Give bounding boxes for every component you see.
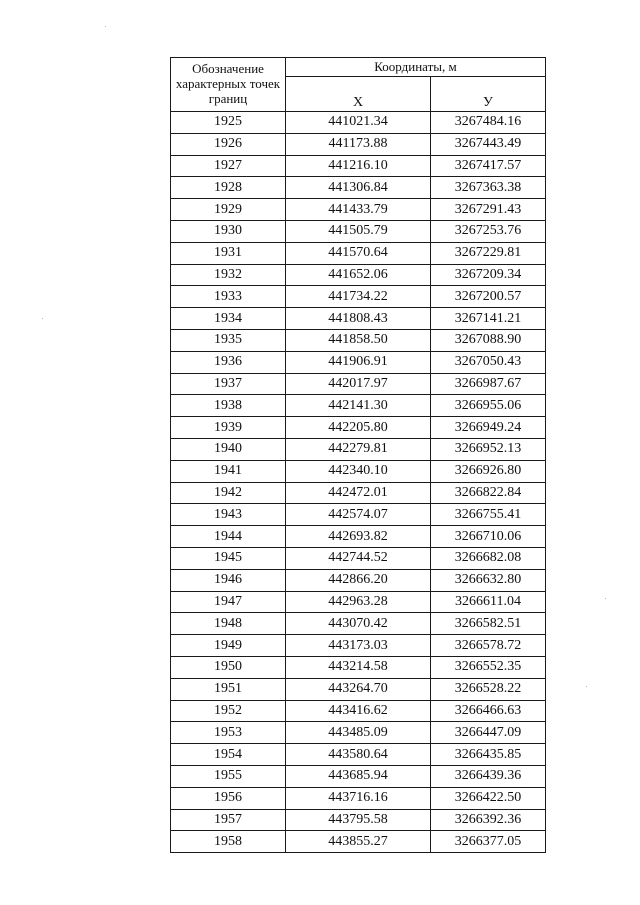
designation-header: Обозначение характерных точек границ (171, 58, 286, 112)
y-coordinate-cell: 3266392.36 (431, 809, 546, 831)
point-number-cell: 1938 (171, 395, 286, 417)
x-coordinate-cell: 442693.82 (286, 526, 431, 548)
x-coordinate-cell: 441306.84 (286, 177, 431, 199)
table-row (171, 547, 546, 569)
point-number-cell: 1940 (171, 438, 286, 460)
y-coordinate-cell: 3267200.57 (431, 286, 546, 308)
table-row (171, 155, 546, 177)
y-coordinate-cell: 3267141.21 (431, 308, 546, 330)
point-number-cell: 1931 (171, 242, 286, 264)
coordinates-table (170, 57, 546, 853)
y-coordinate-cell: 3266710.06 (431, 526, 546, 548)
table-row (171, 504, 546, 526)
table-row (171, 220, 546, 242)
x-coordinate-cell: 441433.79 (286, 199, 431, 221)
table-row (171, 177, 546, 199)
y-coordinate-cell: 3266439.36 (431, 765, 546, 787)
table-row (171, 373, 546, 395)
y-coordinate-cell: 3266422.50 (431, 787, 546, 809)
x-coordinate-cell: 442279.81 (286, 438, 431, 460)
point-number-cell: 1930 (171, 220, 286, 242)
point-number-cell: 1934 (171, 308, 286, 330)
y-coordinate-cell: 3266528.22 (431, 678, 546, 700)
point-number-cell: 1950 (171, 656, 286, 678)
point-number-cell: 1954 (171, 744, 286, 766)
point-number-cell: 1925 (171, 112, 286, 134)
table-row (171, 613, 546, 635)
x-coordinate-cell: 441021.34 (286, 112, 431, 134)
table-row (171, 460, 546, 482)
table-row (171, 656, 546, 678)
x-column-header: Х (286, 77, 431, 112)
y-coordinate-cell: 3266578.72 (431, 635, 546, 657)
y-coordinate-cell: 3267484.16 (431, 112, 546, 134)
y-coordinate-cell: 3267229.81 (431, 242, 546, 264)
point-number-cell: 1929 (171, 199, 286, 221)
point-number-cell: 1956 (171, 787, 286, 809)
y-coordinate-cell: 3266926.80 (431, 460, 546, 482)
point-number-cell: 1948 (171, 613, 286, 635)
point-number-cell: 1957 (171, 809, 286, 831)
table-row (171, 526, 546, 548)
x-coordinate-cell: 443485.09 (286, 722, 431, 744)
x-coordinate-cell: 441570.64 (286, 242, 431, 264)
y-coordinate-cell: 3266949.24 (431, 417, 546, 439)
point-number-cell: 1955 (171, 765, 286, 787)
point-number-cell: 1936 (171, 351, 286, 373)
y-column-header: У (431, 77, 546, 112)
x-coordinate-cell: 441808.43 (286, 308, 431, 330)
x-coordinate-cell: 442963.28 (286, 591, 431, 613)
y-coordinate-cell: 3266466.63 (431, 700, 546, 722)
x-coordinate-cell: 441505.79 (286, 220, 431, 242)
x-coordinate-cell: 443214.58 (286, 656, 431, 678)
point-number-cell: 1951 (171, 678, 286, 700)
x-coordinate-cell: 441858.50 (286, 329, 431, 351)
y-coordinate-cell: 3266582.51 (431, 613, 546, 635)
table-row (171, 787, 546, 809)
table-row (171, 765, 546, 787)
y-coordinate-cell: 3266682.08 (431, 547, 546, 569)
x-coordinate-cell: 443580.64 (286, 744, 431, 766)
point-number-cell: 1949 (171, 635, 286, 657)
table-row (171, 133, 546, 155)
point-number-cell: 1942 (171, 482, 286, 504)
y-coordinate-cell: 3267253.76 (431, 220, 546, 242)
coordinates-header: Координаты, м (286, 58, 546, 77)
x-coordinate-cell: 443716.16 (286, 787, 431, 809)
scan-speck (42, 318, 43, 319)
x-coordinate-cell: 442141.30 (286, 395, 431, 417)
table-row (171, 482, 546, 504)
table-row (171, 308, 546, 330)
y-coordinate-cell: 3267050.43 (431, 351, 546, 373)
table-row (171, 264, 546, 286)
point-number-cell: 1945 (171, 547, 286, 569)
point-number-cell: 1941 (171, 460, 286, 482)
y-coordinate-cell: 3266987.67 (431, 373, 546, 395)
x-coordinate-cell: 443264.70 (286, 678, 431, 700)
table-row (171, 722, 546, 744)
y-coordinate-cell: 3267209.34 (431, 264, 546, 286)
y-coordinate-cell: 3266822.84 (431, 482, 546, 504)
table-row (171, 329, 546, 351)
scan-speck (605, 598, 606, 599)
y-coordinate-cell: 3266611.04 (431, 591, 546, 613)
y-coordinate-cell: 3267417.57 (431, 155, 546, 177)
y-coordinate-cell: 3266552.35 (431, 656, 546, 678)
y-coordinate-cell: 3266632.80 (431, 569, 546, 591)
point-number-cell: 1946 (171, 569, 286, 591)
table-row (171, 831, 546, 853)
point-number-cell: 1952 (171, 700, 286, 722)
point-number-cell: 1944 (171, 526, 286, 548)
x-coordinate-cell: 441216.10 (286, 155, 431, 177)
point-number-cell: 1943 (171, 504, 286, 526)
point-number-cell: 1958 (171, 831, 286, 853)
x-coordinate-cell: 443685.94 (286, 765, 431, 787)
x-coordinate-cell: 442340.10 (286, 460, 431, 482)
y-coordinate-cell: 3266377.05 (431, 831, 546, 853)
scan-speck (105, 26, 106, 27)
x-coordinate-cell: 441652.06 (286, 264, 431, 286)
y-coordinate-cell: 3266955.06 (431, 395, 546, 417)
y-coordinate-cell: 3267291.43 (431, 199, 546, 221)
table-row (171, 635, 546, 657)
y-coordinate-cell: 3266435.85 (431, 744, 546, 766)
table-row (171, 199, 546, 221)
x-coordinate-cell: 443173.03 (286, 635, 431, 657)
table-row (171, 809, 546, 831)
x-coordinate-cell: 441734.22 (286, 286, 431, 308)
point-number-cell: 1926 (171, 133, 286, 155)
x-coordinate-cell: 442866.20 (286, 569, 431, 591)
point-number-cell: 1928 (171, 177, 286, 199)
y-coordinate-cell: 3267088.90 (431, 329, 546, 351)
table-row (171, 744, 546, 766)
point-number-cell: 1932 (171, 264, 286, 286)
x-coordinate-cell: 442472.01 (286, 482, 431, 504)
x-coordinate-cell: 442205.80 (286, 417, 431, 439)
table-row (171, 417, 546, 439)
point-number-cell: 1927 (171, 155, 286, 177)
x-coordinate-cell: 442744.52 (286, 547, 431, 569)
table-body (171, 112, 546, 853)
table-row (171, 700, 546, 722)
point-number-cell: 1947 (171, 591, 286, 613)
x-coordinate-cell: 443070.42 (286, 613, 431, 635)
point-number-cell: 1935 (171, 329, 286, 351)
x-coordinate-cell: 442017.97 (286, 373, 431, 395)
x-coordinate-cell: 443416.62 (286, 700, 431, 722)
x-coordinate-cell: 443855.27 (286, 831, 431, 853)
y-coordinate-cell: 3266952.13 (431, 438, 546, 460)
x-coordinate-cell: 441173.88 (286, 133, 431, 155)
table-row (171, 569, 546, 591)
table-row (171, 395, 546, 417)
y-coordinate-cell: 3267443.49 (431, 133, 546, 155)
table-row (171, 438, 546, 460)
point-number-cell: 1933 (171, 286, 286, 308)
point-number-cell: 1939 (171, 417, 286, 439)
x-coordinate-cell: 443795.58 (286, 809, 431, 831)
point-number-cell: 1953 (171, 722, 286, 744)
point-number-cell: 1937 (171, 373, 286, 395)
table-row (171, 351, 546, 373)
x-coordinate-cell: 442574.07 (286, 504, 431, 526)
scan-speck (586, 686, 587, 687)
y-coordinate-cell: 3267363.38 (431, 177, 546, 199)
table-row (171, 286, 546, 308)
table-row (171, 112, 546, 134)
table-row (171, 591, 546, 613)
table-header (171, 58, 546, 112)
y-coordinate-cell: 3266755.41 (431, 504, 546, 526)
x-coordinate-cell: 441906.91 (286, 351, 431, 373)
table-row (171, 678, 546, 700)
table-row (171, 242, 546, 264)
y-coordinate-cell: 3266447.09 (431, 722, 546, 744)
